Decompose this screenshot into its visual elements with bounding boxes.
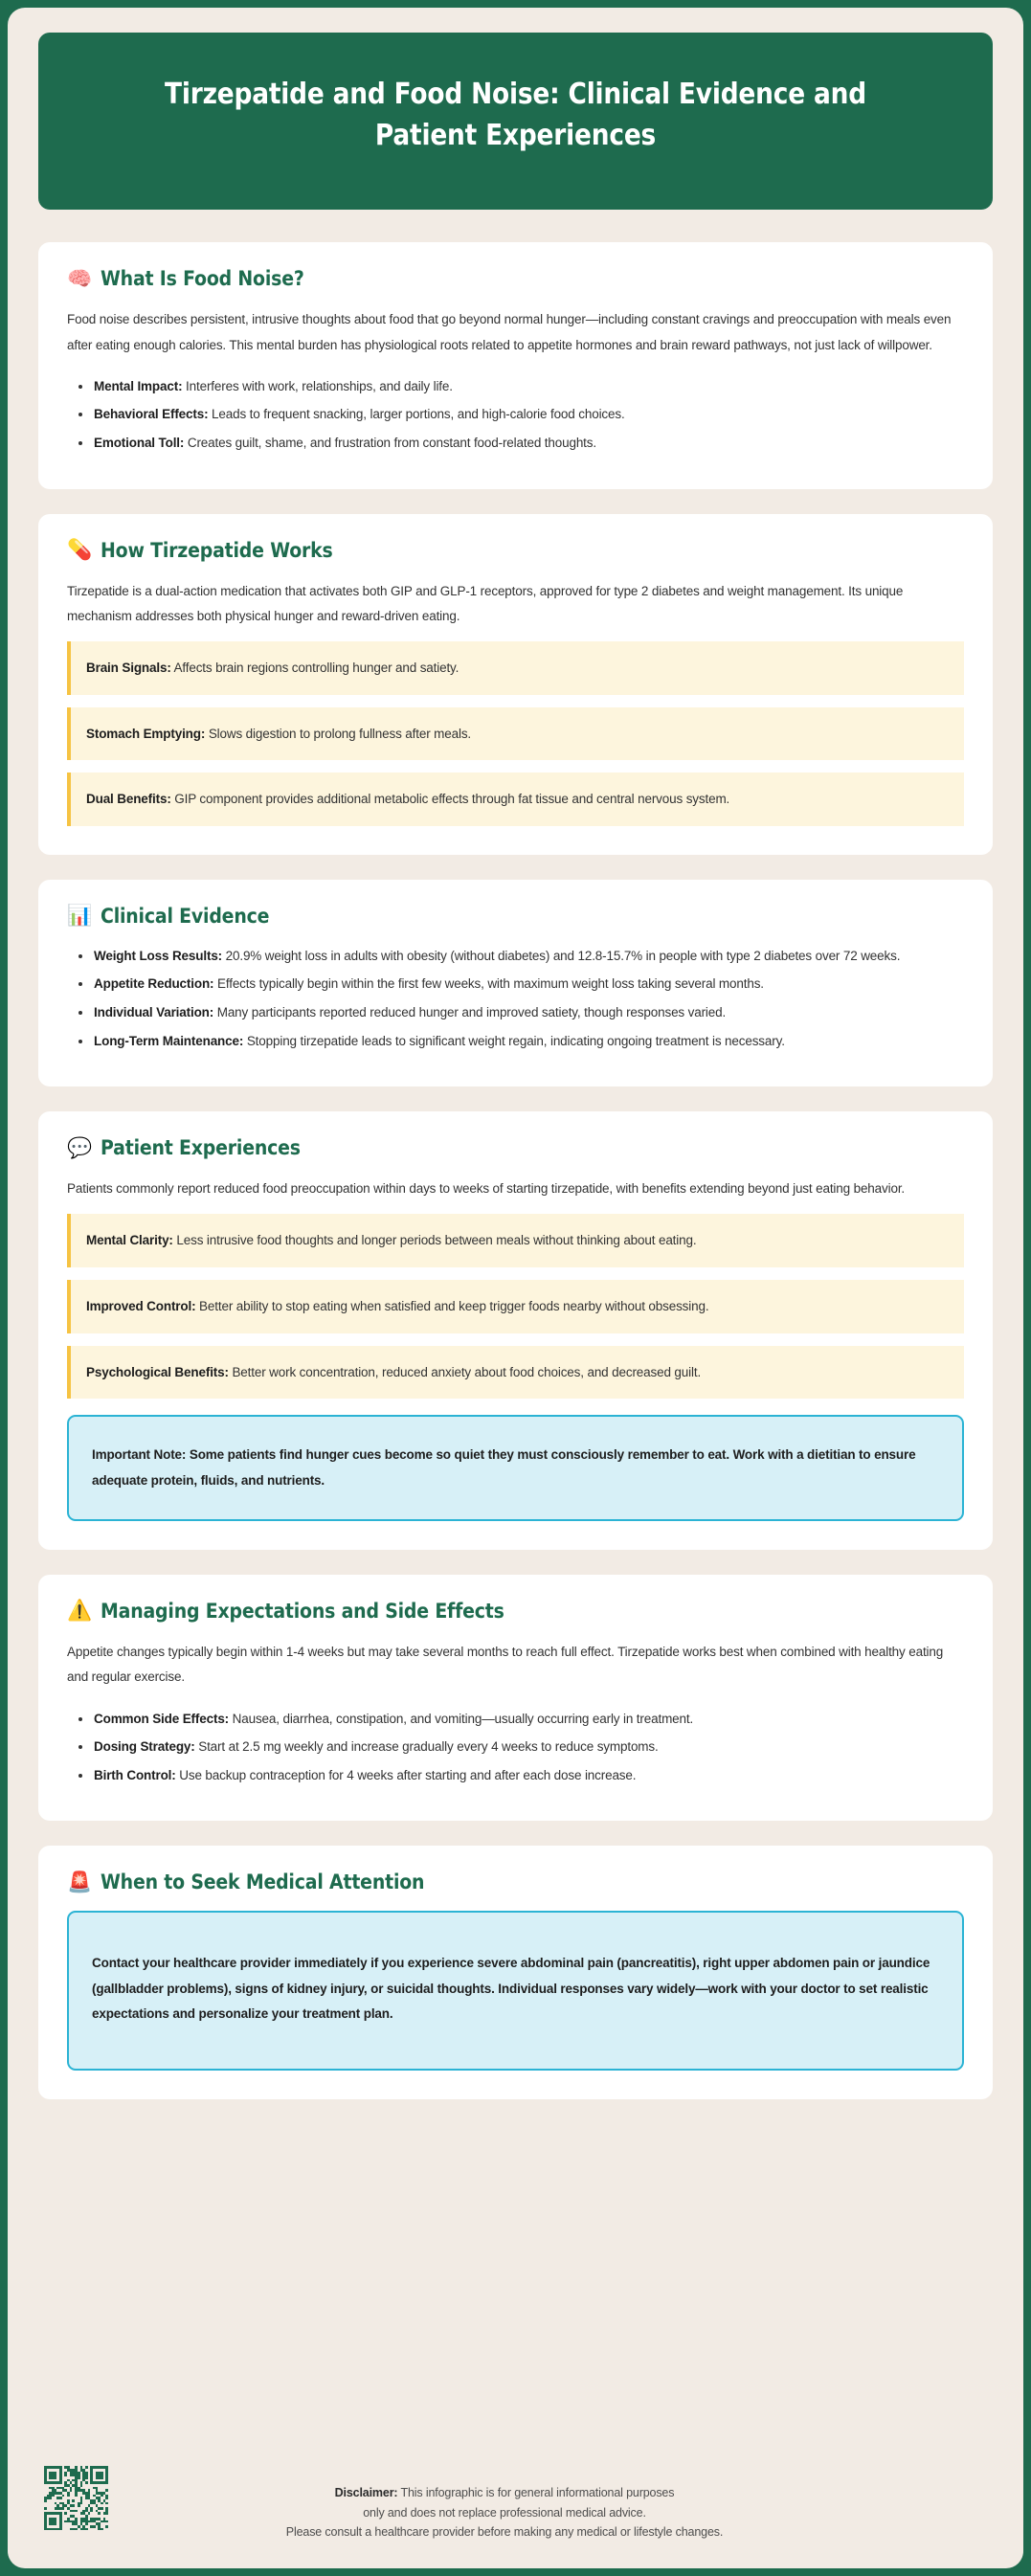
highlight-text: Better work concentration, reduced anxiety about food choices, and decreased guilt. xyxy=(228,1364,702,1379)
list-item xyxy=(67,1708,964,1732)
list-item-label: Emotional Toll: xyxy=(94,435,185,450)
section-header xyxy=(67,1600,964,1623)
list-item-text: Creates guilt, shame, and frustration from constant food-related thoughts. xyxy=(184,435,596,450)
highlight-label: Brain Signals: xyxy=(86,661,171,676)
highlight-text: Affects brain regions controlling hunger and satiety. xyxy=(170,661,459,676)
list-item-label: Behavioral Effects: xyxy=(94,407,209,422)
section-header xyxy=(67,539,964,562)
section-card xyxy=(38,242,993,488)
list-item-label: Weight Loss Results: xyxy=(94,948,223,963)
list-item-label: Common Side Effects: xyxy=(94,1711,230,1726)
section-title: How Tirzepatide Works xyxy=(101,538,333,562)
section-paragraph: Tirzepatide is a dual-action medication that activates both GIP and GLP-1 receptors, approved for type 2 diabetes and weight management. Its unique mechanism addresses both physical hunger and reward-driven eating. xyxy=(67,583,904,623)
section-title: Clinical Evidence xyxy=(101,904,270,928)
siren-icon: 🚨 xyxy=(67,1870,93,1893)
highlight-text: Slows digestion to prolong fullness after meals. xyxy=(205,726,472,741)
highlight-label: Improved Control: xyxy=(86,1299,196,1314)
list-item-label: Dosing Strategy: xyxy=(94,1739,195,1755)
highlight-box xyxy=(67,1280,964,1333)
list-item xyxy=(67,403,964,427)
highlight-box xyxy=(67,1346,964,1400)
hero-banner xyxy=(38,33,993,210)
disclaimer-line-1: This infographic is for general informational purposes xyxy=(397,2486,675,2500)
section-card xyxy=(38,1846,993,2099)
section-title: When to Seek Medical Attention xyxy=(101,1870,425,1894)
list-item xyxy=(67,1764,964,1788)
highlight-label: Stomach Emptying: xyxy=(86,726,206,741)
highlight-box xyxy=(67,1214,964,1267)
warning-icon: ⚠️ xyxy=(67,1599,93,1623)
section-card xyxy=(38,1575,993,1821)
list-item xyxy=(67,1736,964,1759)
list-item xyxy=(67,1030,964,1054)
section-header xyxy=(67,1870,964,1893)
list-item-label: Mental Impact: xyxy=(94,378,183,393)
list-item-text: Effects typically begin within the first few weeks, with maximum weight loss taking several months. xyxy=(213,976,764,992)
qr-code-icon[interactable] xyxy=(44,2466,108,2530)
list-item-text: Interferes with work, relationships, and daily life. xyxy=(182,378,453,393)
bullet-list xyxy=(67,1708,964,1788)
disclaimer-line-3: Please consult a healthcare provider before making any medical or lifestyle changes. xyxy=(285,2524,724,2539)
list-item-text: Stopping tirzepatide leads to significant weight regain, indicating ongoing treatment is necessary. xyxy=(243,1033,785,1048)
list-item-label: Long-Term Maintenance: xyxy=(94,1033,244,1048)
disclaimer-label: Disclaimer: xyxy=(334,2486,398,2500)
highlight-box xyxy=(67,773,964,826)
list-item-label: Birth Control: xyxy=(94,1767,176,1782)
highlight-label: Mental Clarity: xyxy=(86,1233,173,1248)
bullet-list xyxy=(67,945,964,1053)
section-card xyxy=(38,1111,993,1550)
sections-container xyxy=(38,242,993,2124)
callout-note: Important Note: Some patients find hunger cues become so quiet they must consciously remember to eat. Work with a dietitian to ensure adequate protein, fluids, and nutrients. xyxy=(67,1415,964,1521)
list-item-text: Leads to frequent snacking, larger portions, and high-calorie food choices. xyxy=(208,407,625,422)
speech-balloon-icon: 💬 xyxy=(67,1135,93,1159)
section-header xyxy=(67,905,964,928)
list-item-label: Appetite Reduction: xyxy=(94,976,214,992)
section-header xyxy=(67,267,964,290)
list-item xyxy=(67,945,964,969)
highlight-text: GIP component provides additional metabolic effects through fat tissue and central nervous system. xyxy=(170,792,730,807)
footer xyxy=(38,2443,993,2568)
section-paragraph: Patients commonly report reduced food preoccupation within days to weeks of starting tirzepatide, with benefits extending beyond just eating behavior. xyxy=(67,1181,906,1197)
highlight-label: Psychological Benefits: xyxy=(86,1364,229,1379)
section-title: Patient Experiences xyxy=(101,1136,301,1160)
list-item xyxy=(67,375,964,399)
page-content xyxy=(8,8,1023,2568)
section-card xyxy=(38,514,993,855)
list-item xyxy=(67,1001,964,1025)
section-title: What Is Food Noise? xyxy=(101,267,304,291)
bar-chart-icon: 📊 xyxy=(67,904,93,928)
highlight-label: Dual Benefits: xyxy=(86,792,171,807)
section-title: Managing Expectations and Side Effects xyxy=(101,1599,504,1623)
list-item xyxy=(67,973,964,997)
section-header xyxy=(67,1136,964,1159)
disclaimer-text xyxy=(108,2466,987,2542)
list-item-text: Use backup contraception for 4 weeks after starting and after each dose increase. xyxy=(175,1767,637,1782)
pill-icon: 💊 xyxy=(67,538,93,561)
list-item xyxy=(67,432,964,456)
callout-note: Contact your healthcare provider immediately if you experience severe abdominal pain (pancreatitis), right upper abdomen pain or jaundice (gallbladder problems), signs of kidney injury, or suicidal thoughts. Individual responses vary widely—work with your doctor to set realistic expectations and personalize your treatment plan. xyxy=(67,1911,964,2071)
list-item-text: Many participants reported reduced hunger and improved satiety, though responses varied. xyxy=(213,1005,727,1020)
section-paragraph: Appetite changes typically begin within 1-4 weeks but may take several months to reach full effect. Tirzepatide works best when combined with healthy eating and regular exercise. xyxy=(67,1644,944,1685)
section-paragraph: Food noise describes persistent, intrusive thoughts about food that go beyond normal hunger—including constant cravings and preoccupation with meals even after eating enough calories. This mental burden has physiological roots related to appetite hormones and brain reward pathways, not just lack of willpower. xyxy=(67,312,952,352)
highlight-text: Less intrusive food thoughts and longer periods between meals without thinking about eating. xyxy=(172,1233,697,1248)
list-item-label: Individual Variation: xyxy=(94,1005,214,1020)
bullet-list xyxy=(67,375,964,456)
highlight-box xyxy=(67,641,964,695)
brain-icon: 🧠 xyxy=(67,266,93,290)
disclaimer-line-2: only and does not replace professional medical advice. xyxy=(363,2505,646,2520)
highlight-box xyxy=(67,707,964,761)
list-item-text: 20.9% weight loss in adults with obesity (without diabetes) and 12.8-15.7% in people with type 2 diabetes over 72 weeks. xyxy=(222,948,901,963)
highlight-text: Better ability to stop eating when satisfied and keep trigger foods nearby without obsessing. xyxy=(195,1299,709,1314)
list-item-text: Nausea, diarrhea, constipation, and vomiting—usually occurring early in treatment. xyxy=(229,1711,694,1726)
page-title: Tirzepatide and Food Noise: Clinical Evidence and Patient Experiences xyxy=(165,78,866,152)
list-item-text: Start at 2.5 mg weekly and increase gradually every 4 weeks to reduce symptoms. xyxy=(194,1739,659,1755)
section-card xyxy=(38,880,993,1086)
